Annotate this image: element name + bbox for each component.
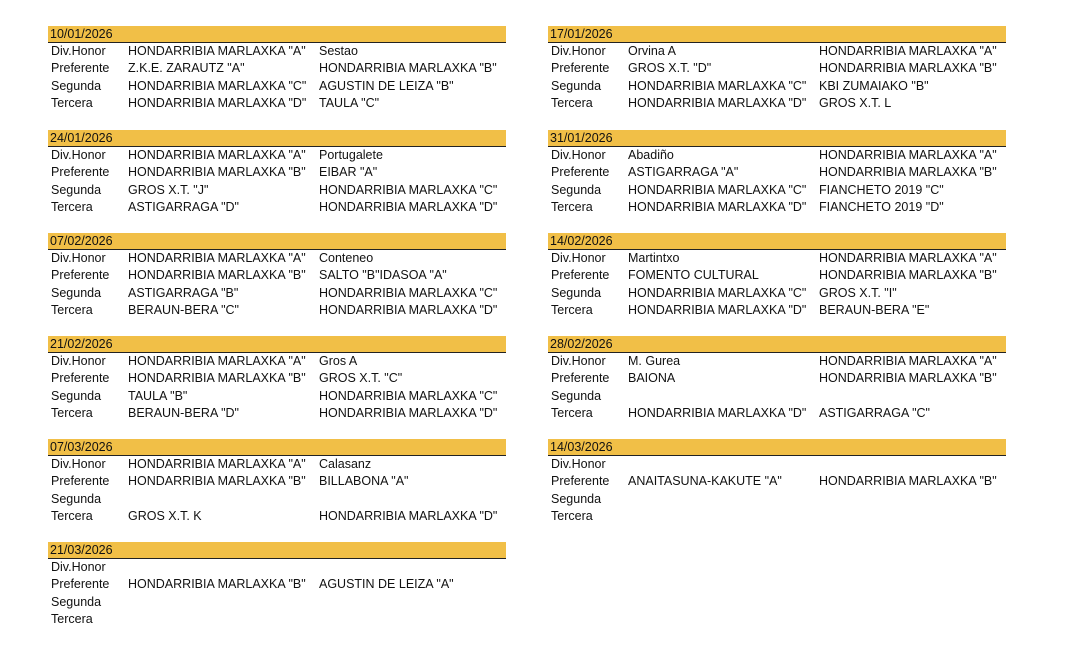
match-row <box>48 285 506 302</box>
round-date: 21/03/2026 <box>48 542 506 559</box>
match-row <box>548 78 1006 95</box>
division-label: Div.Honor <box>551 354 606 368</box>
division-label: Div.Honor <box>51 148 106 162</box>
match-row <box>48 250 506 267</box>
division-label: Div.Honor <box>51 457 106 471</box>
away-team: HONDARRIBIA MARLAXKA "C" <box>319 182 498 197</box>
division-label: Segunda <box>51 491 102 506</box>
home-team: M. Gurea <box>628 354 681 368</box>
division-label: Preferente <box>51 577 110 592</box>
division-label: Tercera <box>51 96 93 111</box>
match-row <box>548 285 1006 302</box>
round-date: 24/01/2026 <box>48 130 506 147</box>
division-label: Preferente <box>551 268 610 283</box>
match-row <box>48 302 506 319</box>
away-team: GROS X.T. "I" <box>819 285 897 300</box>
away-team: HONDARRIBIA MARLAXKA "C" <box>319 388 498 403</box>
division-label: Segunda <box>51 594 102 609</box>
round-date: 14/02/2026 <box>548 233 1006 250</box>
away-team: AGUSTIN DE LEIZA "A" <box>319 577 454 592</box>
division-label: Div.Honor <box>51 44 106 58</box>
match-row <box>548 164 1006 181</box>
match-row <box>48 611 506 628</box>
division-label: Preferente <box>51 371 110 386</box>
round-date: 14/03/2026 <box>548 439 1006 456</box>
home-team: HONDARRIBIA MARLAXKA "B" <box>128 577 306 592</box>
away-team: HONDARRIBIA MARLAXKA "B" <box>819 165 997 180</box>
home-team: Martintxo <box>628 251 680 265</box>
division-label: Div.Honor <box>551 44 606 58</box>
home-team: HONDARRIBIA MARLAXKA "C" <box>628 182 807 197</box>
division-label: Preferente <box>551 474 610 489</box>
away-team: KBI ZUMAIAKO "B" <box>819 78 929 93</box>
division-label: Preferente <box>51 268 110 283</box>
division-label: Tercera <box>51 509 93 524</box>
match-row <box>48 95 506 112</box>
away-team: BILLABONA "A" <box>319 474 409 489</box>
round-block <box>548 26 1006 113</box>
away-team: HONDARRIBIA MARLAXKA "B" <box>819 371 997 386</box>
away-team: HONDARRIBIA MARLAXKA "A" <box>819 251 997 265</box>
home-team: BAIONA <box>628 371 676 386</box>
away-team: Portugalete <box>319 148 383 162</box>
match-row <box>48 405 506 422</box>
away-team: HONDARRIBIA MARLAXKA "C" <box>319 285 498 300</box>
away-team: FIANCHETO 2019 "C" <box>819 182 944 197</box>
home-team: Orvina A <box>628 44 676 58</box>
division-label: Segunda <box>551 491 602 506</box>
match-row <box>548 60 1006 77</box>
match-row <box>48 60 506 77</box>
home-team: HONDARRIBIA MARLAXKA "B" <box>128 474 306 489</box>
round-block <box>48 336 506 423</box>
round-block <box>548 439 1006 526</box>
division-label: Div.Honor <box>51 560 106 574</box>
home-team: TAULA "B" <box>128 388 188 403</box>
round-date: 31/01/2026 <box>548 130 1006 147</box>
match-row <box>48 199 506 216</box>
away-team: AGUSTIN DE LEIZA "B" <box>319 78 454 93</box>
away-team: Conteneo <box>319 251 374 265</box>
home-team: HONDARRIBIA MARLAXKA "C" <box>628 285 807 300</box>
division-label: Segunda <box>51 182 102 197</box>
home-team: GROS X.T. "J" <box>128 182 209 197</box>
match-row <box>548 491 1006 508</box>
division-label: Tercera <box>51 303 93 318</box>
round-block <box>48 233 506 320</box>
home-team: Z.K.E. ZARAUTZ "A" <box>128 61 245 76</box>
match-row <box>48 370 506 387</box>
away-team: HONDARRIBIA MARLAXKA "D" <box>319 406 498 421</box>
home-team: FOMENTO CULTURAL <box>628 268 759 283</box>
division-label: Tercera <box>51 200 93 215</box>
home-team: BERAUN-BERA "C" <box>128 303 239 318</box>
home-team: HONDARRIBIA MARLAXKA "D" <box>628 406 807 421</box>
division-label: Div.Honor <box>51 251 106 265</box>
away-team: SALTO "B"IDASOA "A" <box>319 268 447 283</box>
division-label: Segunda <box>51 78 102 93</box>
match-row <box>48 164 506 181</box>
match-row <box>48 353 506 370</box>
match-row <box>48 78 506 95</box>
match-row <box>548 370 1006 387</box>
home-team: HONDARRIBIA MARLAXKA "C" <box>128 78 307 93</box>
away-team: EIBAR "A" <box>319 165 378 180</box>
division-label: Segunda <box>551 285 602 300</box>
home-team: BERAUN-BERA "D" <box>128 406 239 421</box>
away-team: HONDARRIBIA MARLAXKA "A" <box>819 148 997 162</box>
match-row <box>548 199 1006 216</box>
match-row <box>48 388 506 405</box>
division-label: Tercera <box>551 303 593 318</box>
home-team: HONDARRIBIA MARLAXKA "A" <box>128 148 306 162</box>
away-team: HONDARRIBIA MARLAXKA "A" <box>819 354 997 368</box>
match-row <box>48 43 506 60</box>
division-label: Preferente <box>51 165 110 180</box>
match-row <box>48 491 506 508</box>
match-row <box>548 388 1006 405</box>
home-team: HONDARRIBIA MARLAXKA "D" <box>628 200 807 215</box>
round-block <box>548 130 1006 217</box>
match-row <box>48 267 506 284</box>
away-team: Calasanz <box>319 457 372 471</box>
match-row <box>48 473 506 490</box>
away-team: FIANCHETO 2019 "D" <box>819 200 944 215</box>
match-row <box>548 508 1006 525</box>
match-row <box>548 473 1006 490</box>
away-team: HONDARRIBIA MARLAXKA "B" <box>819 61 997 76</box>
match-row <box>48 559 506 576</box>
home-team: ASTIGARRAGA "A" <box>628 165 739 180</box>
division-label: Tercera <box>51 406 93 421</box>
division-label: Tercera <box>551 96 593 111</box>
home-team: HONDARRIBIA MARLAXKA "C" <box>628 78 807 93</box>
match-row <box>48 147 506 164</box>
home-team: HONDARRIBIA MARLAXKA "B" <box>128 165 306 180</box>
match-row <box>548 353 1006 370</box>
match-row <box>548 250 1006 267</box>
home-team: HONDARRIBIA MARLAXKA "A" <box>128 44 306 58</box>
away-team: HONDARRIBIA MARLAXKA "D" <box>319 509 498 524</box>
round-date: 07/03/2026 <box>48 439 506 456</box>
home-team: HONDARRIBIA MARLAXKA "B" <box>128 268 306 283</box>
round-date: 28/02/2026 <box>548 336 1006 353</box>
division-label: Tercera <box>551 200 593 215</box>
match-row <box>548 95 1006 112</box>
away-team: Gros A <box>319 354 358 368</box>
division-label: Tercera <box>51 612 93 627</box>
home-team: HONDARRIBIA MARLAXKA "D" <box>128 96 307 111</box>
division-label: Div.Honor <box>551 251 606 265</box>
match-row <box>548 302 1006 319</box>
match-row <box>548 456 1006 473</box>
away-team: HONDARRIBIA MARLAXKA "B" <box>319 61 497 76</box>
division-label: Segunda <box>551 388 602 403</box>
home-team: HONDARRIBIA MARLAXKA "A" <box>128 457 306 471</box>
round-block <box>548 336 1006 423</box>
round-date: 10/01/2026 <box>48 26 506 43</box>
away-team: BERAUN-BERA "E" <box>819 303 930 318</box>
away-team: GROS X.T. L <box>819 96 892 111</box>
division-label: Preferente <box>551 165 610 180</box>
home-team: ANAITASUNA-KAKUTE "A" <box>628 474 782 489</box>
away-team: ASTIGARRAGA "C" <box>819 406 930 421</box>
away-team: HONDARRIBIA MARLAXKA "D" <box>319 200 498 215</box>
home-team: HONDARRIBIA MARLAXKA "A" <box>128 354 306 368</box>
away-team: TAULA "C" <box>319 96 380 111</box>
home-team: GROS X.T. K <box>128 509 202 524</box>
match-row <box>48 594 506 611</box>
away-team: Sestao <box>319 44 358 58</box>
away-team: HONDARRIBIA MARLAXKA "B" <box>819 474 997 489</box>
round-block <box>48 26 506 113</box>
division-label: Tercera <box>551 406 593 421</box>
match-row <box>548 405 1006 422</box>
home-team: Abadiño <box>628 148 674 162</box>
round-date: 17/01/2026 <box>548 26 1006 43</box>
division-label: Div.Honor <box>551 148 606 162</box>
round-date: 21/02/2026 <box>48 336 506 353</box>
division-label: Preferente <box>51 474 110 489</box>
away-team: HONDARRIBIA MARLAXKA "A" <box>819 44 997 58</box>
match-row <box>548 182 1006 199</box>
away-team: HONDARRIBIA MARLAXKA "B" <box>819 268 997 283</box>
home-team: GROS X.T. "D" <box>628 61 712 76</box>
match-row <box>48 576 506 593</box>
division-label: Div.Honor <box>51 354 106 368</box>
round-block <box>48 542 506 629</box>
division-label: Tercera <box>551 509 593 524</box>
round-block <box>48 439 506 526</box>
division-label: Segunda <box>51 388 102 403</box>
home-team: HONDARRIBIA MARLAXKA "B" <box>128 371 306 386</box>
match-row <box>48 508 506 525</box>
division-label: Preferente <box>551 61 610 76</box>
away-team: GROS X.T. "C" <box>319 371 403 386</box>
match-row <box>548 267 1006 284</box>
division-label: Segunda <box>551 182 602 197</box>
round-block <box>48 130 506 217</box>
match-row <box>48 456 506 473</box>
match-row <box>548 43 1006 60</box>
round-date: 07/02/2026 <box>48 233 506 250</box>
away-team: HONDARRIBIA MARLAXKA "D" <box>319 303 498 318</box>
home-team: HONDARRIBIA MARLAXKA "D" <box>628 303 807 318</box>
home-team: HONDARRIBIA MARLAXKA "D" <box>628 96 807 111</box>
division-label: Div.Honor <box>551 457 606 471</box>
home-team: HONDARRIBIA MARLAXKA "A" <box>128 251 306 265</box>
home-team: ASTIGARRAGA "B" <box>128 285 239 300</box>
division-label: Preferente <box>51 61 110 76</box>
home-team: ASTIGARRAGA "D" <box>128 200 239 215</box>
round-block <box>548 233 1006 320</box>
division-label: Preferente <box>551 371 610 386</box>
match-row <box>548 147 1006 164</box>
division-label: Segunda <box>51 285 102 300</box>
division-label: Segunda <box>551 78 602 93</box>
match-row <box>48 182 506 199</box>
